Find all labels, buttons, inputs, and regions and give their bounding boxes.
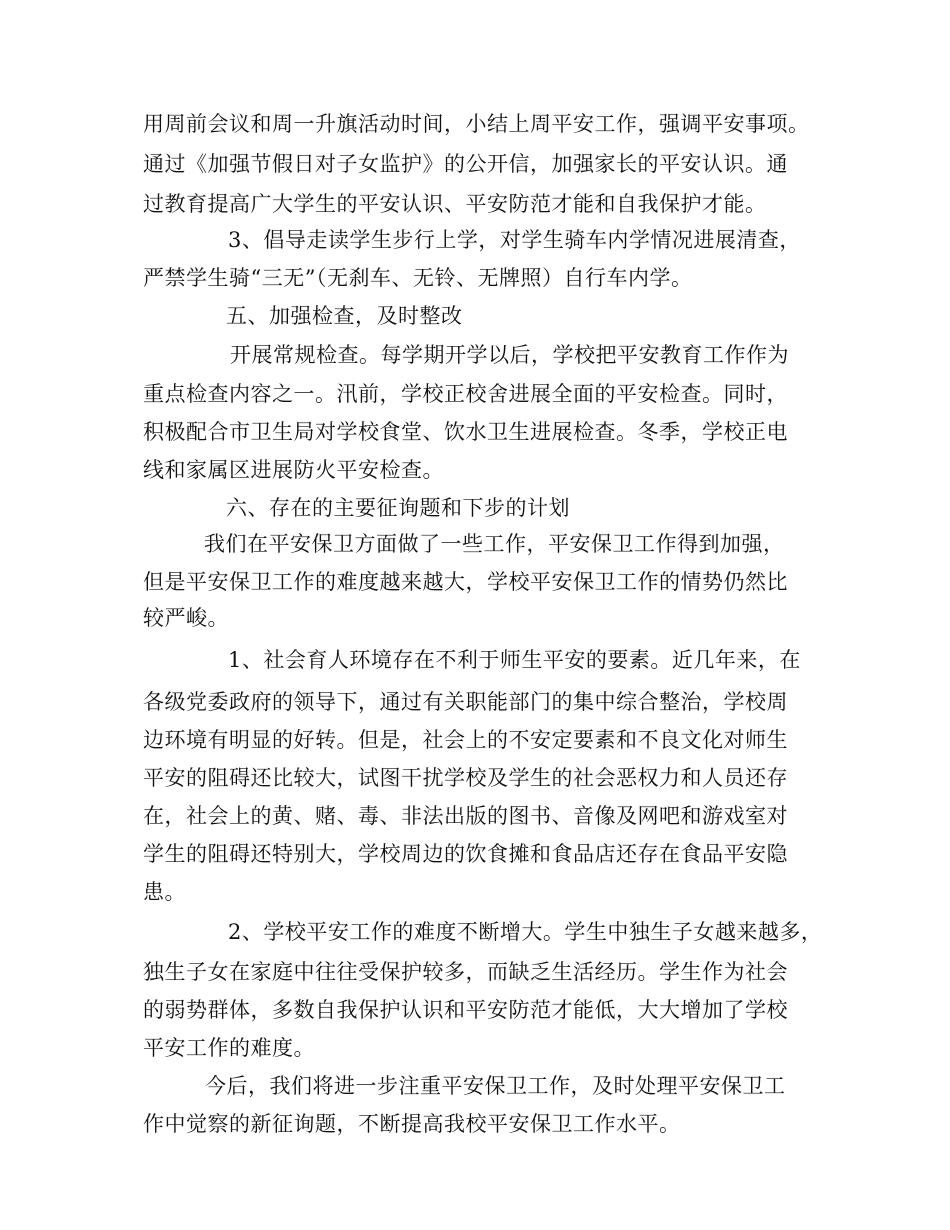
text-line: 平安工作的难度。	[143, 1036, 315, 1060]
text-line: 独生子女在家庭中往往受保护较多，而缺乏生活经历。学生作为社会	[143, 960, 788, 984]
text-line: 今后，我们将进一步注重平安保卫工作，及时处理平安保卫工	[205, 1074, 786, 1098]
text-line: 较严峻。	[143, 606, 229, 630]
text-line: 过教育提高广大学生的平安认识、平安防范才能和自我保护才能。	[143, 192, 767, 216]
text-line: 的弱势群体，多数自我保护认识和平安防范才能低，大大增加了学校	[143, 998, 788, 1022]
text-line: 3、倡导走读学生步行上学，对学生骑车内学情况进展清查，	[228, 228, 801, 252]
text-line: 在，社会上的黄、赌、毒、非法出版的图书、音像及网吧和游戏室对	[143, 804, 788, 828]
section-heading: 五、加强检查，及时整改	[226, 304, 463, 328]
text-line: 平安的阻碍还比较大，试图干扰学校及学生的社会恶权力和人员还存	[143, 766, 788, 790]
text-line: 患。	[143, 880, 186, 904]
text-line: 线和家属区进展防火平安检查。	[143, 458, 444, 482]
section-heading: 六、存在的主要征询题和下步的计划	[226, 496, 570, 520]
text-line: 积极配合市卫生局对学校食堂、饮水卫生进展检查。冬季，学校正电	[143, 420, 788, 444]
text-line: 边环境有明显的好转。但是，社会上的不安定要素和不良文化对师生	[143, 728, 788, 752]
text-line: 重点检查内容之一。汛前，学校正校舍进展全面的平安检查。同时，	[143, 382, 788, 406]
text-line: 开展常规检查。每学期开学以后，学校把平安教育工作作为	[230, 343, 789, 367]
text-line: 1、社会育人环境存在不利于师生平安的要素。近几年来，在	[228, 648, 801, 672]
text-line: 2、学校平安工作的难度不断增大。学生中独生子女越来越多，	[228, 920, 823, 944]
text-line: 但是平安保卫工作的难度越来越大，学校平安保卫工作的情势仍然比	[143, 570, 788, 594]
text-line: 通过《加强节假日对子女监护》的公开信，加强家长的平安认识。通	[143, 152, 788, 176]
text-line: 学生的阻碍还特别大，学校周边的饮食摊和食品店还存在食品平安隐	[143, 842, 788, 866]
text-line: 严禁学生骑“三无”（无刹车、无铃、无牌照）自行车内学。	[143, 266, 693, 290]
text-line: 我们在平安保卫方面做了一些工作，平安保卫工作得到加强，	[204, 532, 785, 556]
text-line: 作中觉察的新征询题，不断提高我校平安保卫工作水平。	[143, 1112, 681, 1136]
text-line: 用周前会议和周一升旗活动时间，小结上周平安工作，强调平安事项。	[143, 112, 810, 136]
text-line: 各级党委政府的领导下，通过有关职能部门的集中综合整治，学校周	[143, 690, 788, 714]
